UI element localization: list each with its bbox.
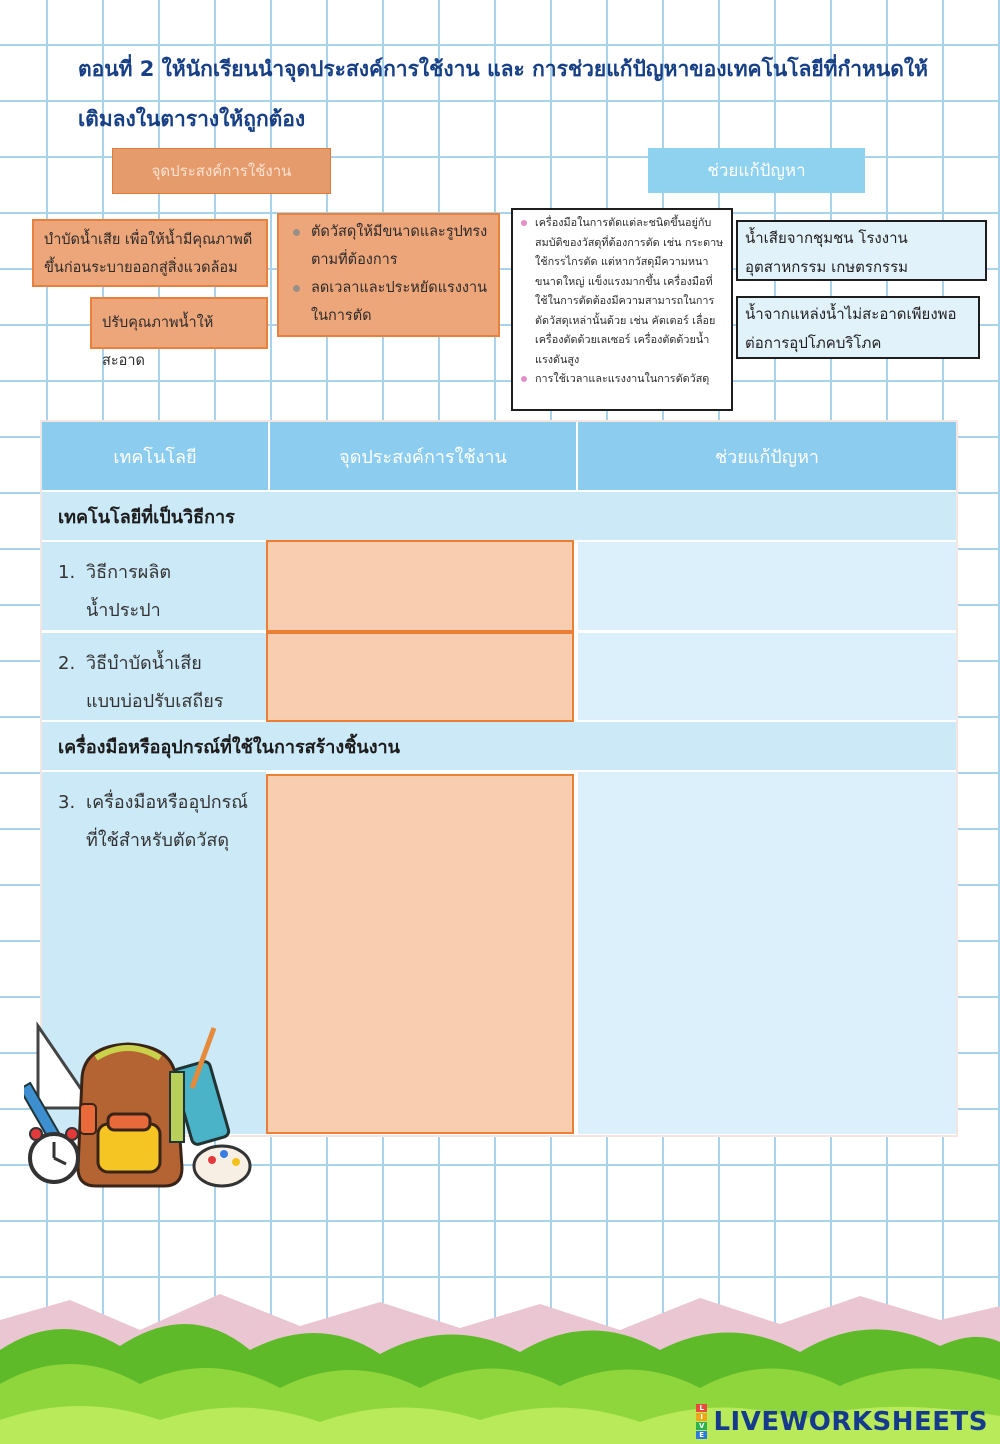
list-item: เครื่องมือในการตัดแต่ละชนิดขึ้นอยู่กับสมบัติของวัสดุที่ต้องการตัด เช่น กระดาษ ใช้กรรไกรตัด แต่หากวัสดุมีความหนาขนาดใหญ่ แข็งแรงมากขึ้น เครื่องมือที่ใช้ในการตัดต้องมีความสามารถในการตัดวัสดุเหล่านั้นด้วย เช่น คัตเตอร์ เลื่อย เครื่องตัดด้วยเลเซอร์ เครื่องตัดด้วยน้ำแรงดันสูง: [519, 213, 725, 369]
list-item: การใช้เวลาและแรงงานในการตัดวัสดุ: [519, 369, 725, 389]
draggable-card-cutting-purpose[interactable]: [277, 213, 500, 337]
table-header-purpose: จุดประสงค์การใช้งาน: [270, 422, 576, 490]
table-header-technology: เทคโนโลยี: [42, 422, 268, 490]
drop-zone-row2-purpose[interactable]: [266, 632, 574, 722]
draggable-card-water-source[interactable]: น้ำจากแหล่งน้ำไม่สะอาดเพียงพอต่อการอุปโภคบริโภค: [736, 296, 980, 359]
draggable-card-cutting-tools[interactable]: [511, 208, 733, 411]
purpose-bank-header: จุดประสงค์การใช้งาน: [112, 148, 331, 194]
backpack-illustration: [24, 1018, 254, 1198]
instruction-line-2: เติมลงในตารางให้ถูกต้อง: [78, 107, 306, 131]
draggable-card-wastewater-treatment[interactable]: บำบัดน้ำเสีย เพื่อให้น้ำมีคุณภาพดีขึ้นก่อนระบายออกสู่สิ่งแวดล้อม: [32, 219, 268, 287]
drop-zone-row3-purpose[interactable]: [266, 774, 574, 1134]
table-header-solve: ช่วยแก้ปัญหา: [578, 422, 956, 490]
draggable-card-wastewater-source[interactable]: น้ำเสียจากชุมชน โรงงานอุตสาหกรรม เกษตรกรรม: [736, 220, 987, 281]
section-methods: เทคโนโลยีที่เป็นวิธีการ: [42, 492, 956, 540]
list-item: ลดเวลาและประหยัดแรงงานในการตัด: [289, 274, 488, 330]
table-row: 1. วิธีการผลิต น้ำประปา: [42, 542, 266, 630]
liveworksheets-brand: [696, 1404, 988, 1439]
drop-zone-row3-solve[interactable]: [578, 772, 956, 1134]
drop-zone-row1-solve[interactable]: [578, 542, 956, 630]
solve-bank-header: ช่วยแก้ปัญหา: [648, 148, 865, 193]
table-row: 2. วิธีบำบัดน้ำเสีย แบบบ่อปรับเสถียร: [42, 633, 266, 720]
drop-zone-row1-purpose[interactable]: [266, 540, 574, 632]
list-item: ตัดวัสดุให้มีขนาดและรูปทรงตามที่ต้องการ: [289, 218, 488, 274]
instruction-line-1: ตอนที่ 2 ให้นักเรียนนำจุดประสงค์การใช้งาน และ การช่วยแก้ปัญหาของเทคโนโลยีที่กำหนดให้: [78, 57, 928, 81]
draggable-card-water-quality[interactable]: ปรับคุณภาพน้ำให้สะอาด: [90, 297, 268, 349]
brand-logo-icon: L I V E: [696, 1404, 707, 1439]
table-row: 3. เครื่องมือหรืออุปกรณ์ ที่ใช้สำหรับตัดวัสดุ: [42, 772, 266, 1134]
drop-zone-row2-solve[interactable]: [578, 633, 956, 720]
section-tools: เครื่องมือหรืออุปกรณ์ที่ใช้ในการสร้างชิ้นงาน: [42, 722, 956, 770]
instruction-text: [78, 44, 958, 144]
brand-text: LIVEWORKSHEETS: [713, 1406, 988, 1437]
